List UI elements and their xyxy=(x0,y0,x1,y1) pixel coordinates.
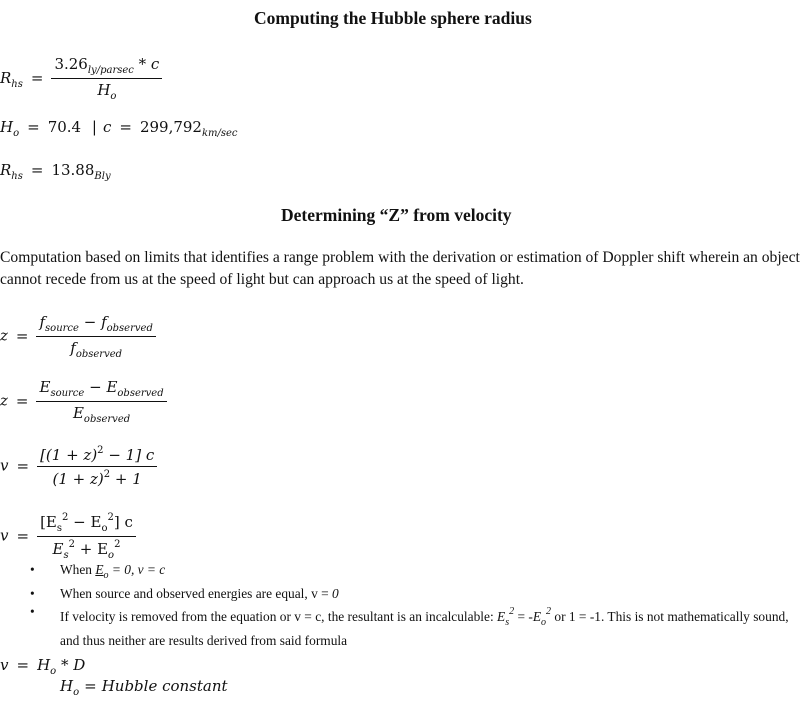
equation-v-from-z: v = $\frac{[(1 + z)^2 - 1] c}{(1 + z)^2 + 1}$ xyxy=(0,445,157,488)
list-item: • If velocity is removed from the equation or v = c, the resultant is an incalculable: $E_s^2 = -E_o^2$ or 1 = -1. This is not mathematically sound, and thus neither are results derived from said formula xyxy=(30,604,789,648)
heading-determining-z: Determining “Z” from velocity xyxy=(281,205,512,225)
heading-hubble-sphere: Computing the Hubble sphere radius xyxy=(254,8,532,28)
equation-v-from-energy: v = $\frac{[E_s^2 - E_o^2] c}{E_s^2 + E_o^2}$ xyxy=(0,512,136,561)
paragraph-doppler-limits: Computation based on limits that identifies a range problem with the derivation or estimation of Doppler shift wherein an object cannot recede from us at the speed of light but can approach us at the speed of light. xyxy=(0,249,800,288)
equation-rhs-formula xyxy=(0,55,162,102)
eq1-equals: = xyxy=(30,68,44,87)
equation-rhs-result: $R_{hs} = 13.88_{Bly}$ xyxy=(0,161,111,182)
bullet-list xyxy=(0,561,804,650)
equation-z-energy: z = $\frac{E_{source} - E_{observed}}{E_{observed}}$ xyxy=(0,378,167,425)
equation-z-frequency: z = $\frac{f_{source} - f_{observed}}{f_{observed}}$ xyxy=(0,313,156,360)
eq1-lhs: $R_{hs}$ xyxy=(0,68,23,90)
eq1-fraction: $\frac{3.26_{ly/parsec} * c}{H_o}$ xyxy=(51,55,162,102)
equation-constants: $H_o = 70.4$ | $c = 299,792_{km/sec}$ xyxy=(0,118,238,139)
list-item: • When source and observed energies are equal, v = 0 xyxy=(30,586,339,601)
equation-hubble-law: $v = H_o * D$ xyxy=(0,656,86,677)
list-item: • When $E_o = 0$, v = c xyxy=(30,562,166,581)
equation-hubble-constant-def: $H_o$ = Hubble constant xyxy=(60,677,228,698)
